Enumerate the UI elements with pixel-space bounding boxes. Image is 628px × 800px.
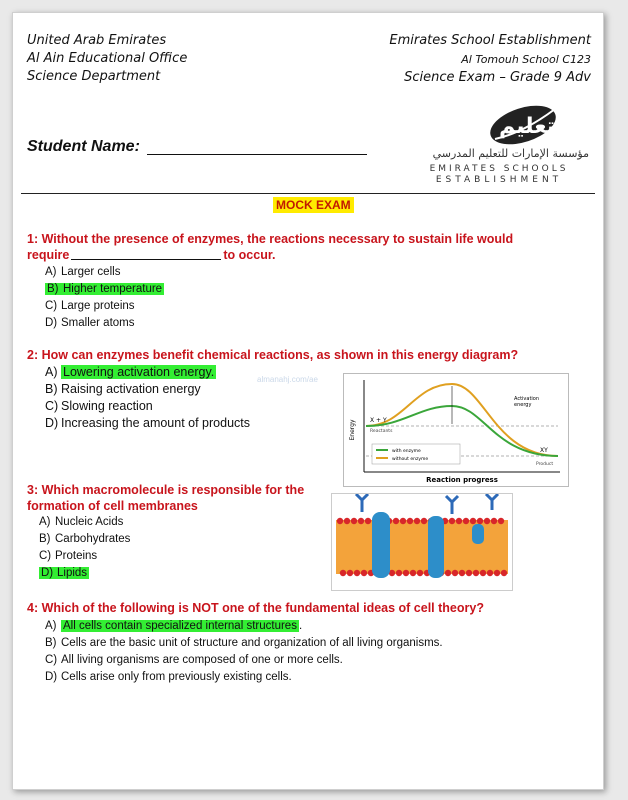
phospholipid-head — [354, 570, 360, 576]
phospholipid-head — [414, 518, 420, 524]
cell-membrane-illustration — [331, 493, 513, 591]
phospholipid-head — [477, 518, 483, 524]
header-exam-title: Science Exam – Grade 9 Adv — [404, 70, 591, 85]
question-1-text-b: require — [27, 248, 70, 262]
q3-option-a[interactable] — [39, 515, 123, 529]
exam-sheet — [12, 12, 604, 790]
q3-option-b[interactable] — [39, 532, 130, 546]
membrane-protein-2 — [428, 516, 444, 578]
phospholipid-head — [340, 570, 346, 576]
phospholipid-head — [396, 570, 402, 576]
phospholipid-head — [463, 518, 469, 524]
option-letter: A) — [39, 516, 51, 528]
option-text: Smaller atoms — [61, 317, 135, 329]
option-letter: A) — [45, 365, 58, 379]
option-text: All cells contain specialized internal structures — [63, 620, 297, 632]
glycoprotein-2 — [446, 496, 458, 514]
header-school: Al Tomouh School C123 — [461, 53, 591, 66]
phospholipid-head — [347, 570, 353, 576]
phospholipid-head — [494, 570, 500, 576]
question-4-stem: 4: Which of the following is NOT one of the fundamental ideas of cell theory? — [27, 601, 484, 615]
option-letter: C) — [45, 399, 59, 413]
q2-option-b[interactable] — [45, 382, 201, 396]
option-text: All living organisms are composed of one or more cells. — [61, 654, 343, 666]
phospholipid-head — [484, 518, 490, 524]
option-letter: D) — [41, 567, 54, 579]
student-name-line — [147, 154, 367, 155]
question-1-stem — [27, 231, 592, 263]
option-text: Large proteins — [61, 300, 135, 312]
energy-x-label: Reaction progress — [426, 476, 498, 484]
option-text: Cells arise only from previously existing cells. — [61, 671, 292, 683]
phospholipid-head — [337, 518, 343, 524]
phospholipid-head — [417, 570, 423, 576]
question-2-stem: 2: How can enzymes benefit chemical reactions, as shown in this energy diagram? — [27, 348, 519, 362]
phospholipid-head — [459, 570, 465, 576]
q3-option-c[interactable] — [39, 549, 97, 563]
activation-label-2: energy — [514, 402, 532, 408]
membrane-protein-1 — [372, 512, 390, 578]
option-text: Larger cells — [61, 266, 121, 278]
option-letter: B) — [45, 382, 58, 396]
option-text: Lipids — [57, 567, 88, 579]
logo-graphic — [405, 95, 593, 187]
option-letter: B) — [39, 533, 51, 545]
mock-exam-title: MOCK EXAM — [273, 197, 354, 213]
glycoprotein-1 — [356, 494, 368, 512]
phospholipid-head — [466, 570, 472, 576]
option-text: Higher temperature — [63, 283, 163, 295]
q2-option-d[interactable] — [45, 416, 250, 430]
phospholipid-head — [393, 518, 399, 524]
header-office: Al Ain Educational Office — [27, 51, 188, 66]
school-logo — [405, 95, 593, 187]
header-country: United Arab Emirates — [27, 33, 167, 48]
question-3-text-b: formation of cell membranes — [27, 499, 198, 513]
option-letter: C) — [45, 654, 58, 666]
option-letter: D) — [45, 317, 58, 329]
reactants-label: X + Y — [370, 417, 387, 424]
option-text-tail: . — [298, 620, 303, 632]
phospholipid-head — [365, 518, 371, 524]
header-department: Science Department — [27, 69, 161, 84]
phospholipid-head — [501, 570, 507, 576]
logo-english-line1: EMIRATES SCHOOLS — [429, 164, 569, 174]
option-text: Slowing reaction — [61, 399, 153, 413]
logo-arabic-word: تعليم — [499, 114, 555, 139]
option-text: Raising activation energy — [61, 382, 201, 396]
q1-option-d[interactable] — [45, 316, 135, 330]
legend-with-enzyme: with enzyme — [392, 449, 421, 454]
phospholipid-head — [361, 570, 367, 576]
phospholipid-head — [452, 570, 458, 576]
option-text: Proteins — [55, 550, 98, 562]
option-letter: D) — [45, 416, 59, 430]
product-label: XY — [540, 447, 548, 454]
header-establishment: Emirates School Establishment — [389, 33, 591, 48]
phospholipid-head — [449, 518, 455, 524]
option-text: Nucleic Acids — [55, 516, 124, 528]
answer-blank — [71, 259, 221, 260]
option-highlight — [45, 283, 164, 295]
q2-option-a[interactable] — [45, 365, 216, 379]
phospholipid-head — [344, 518, 350, 524]
phospholipid-head — [473, 570, 479, 576]
q4-option-d[interactable] — [45, 670, 292, 684]
q2-option-c[interactable] — [45, 399, 153, 413]
option-letter: A) — [45, 266, 57, 278]
question-3-text-a: 3: Which macromolecule is responsible for the — [27, 483, 305, 497]
header-divider — [21, 193, 595, 194]
option-letter: B) — [47, 283, 59, 295]
phospholipid-head — [410, 570, 416, 576]
glycoprotein-3 — [486, 494, 498, 510]
q1-option-a[interactable] — [45, 265, 120, 279]
energy-y-label: Energy — [349, 419, 356, 441]
phospholipid-head — [470, 518, 476, 524]
student-name-label: Student Name: — [27, 138, 140, 155]
option-letter: A) — [45, 620, 57, 632]
energy-diagram — [343, 373, 569, 487]
product-sublabel: Product — [536, 462, 554, 467]
phospholipid-head — [445, 570, 451, 576]
q4-option-a[interactable] — [45, 619, 302, 633]
phospholipid-head — [358, 518, 364, 524]
question-3-stem — [27, 482, 304, 514]
phospholipid-head — [480, 570, 486, 576]
option-letter: C) — [45, 300, 58, 312]
phospholipid-head — [400, 518, 406, 524]
question-1-text-a: 1: Without the presence of enzymes, the reactions necessary to sustain life would — [27, 232, 514, 246]
logo-arabic-org: مؤسسة الإمارات للتعليم المدرسي — [432, 147, 589, 160]
q1-option-c[interactable] — [45, 299, 135, 313]
option-text: Cells are the basic unit of structure and organization of all living organisms. — [61, 637, 443, 649]
phospholipid-head — [421, 518, 427, 524]
phospholipid-head — [491, 518, 497, 524]
option-letter: B) — [45, 637, 57, 649]
phospholipid-head — [456, 518, 462, 524]
phospholipid-head — [498, 518, 504, 524]
question-1-text-c: to occur. — [223, 248, 276, 262]
phospholipid-head — [403, 570, 409, 576]
phospholipid-head — [407, 518, 413, 524]
legend-without-enzyme: without enzyme — [392, 457, 429, 462]
option-text: Increasing the amount of products — [61, 416, 251, 430]
option-text: Carbohydrates — [55, 533, 131, 545]
membrane-protein-3 — [472, 524, 484, 544]
activation-label-1: Activation — [514, 396, 540, 402]
q4-option-c[interactable] — [45, 653, 343, 667]
option-text: Lowering activation energy. — [63, 365, 215, 379]
q1-option-b[interactable] — [45, 282, 164, 296]
q3-option-d[interactable] — [39, 566, 89, 580]
logo-english-line2: ESTABLISHMENT — [435, 175, 563, 185]
phospholipid-head — [487, 570, 493, 576]
reactants-sublabel: Reactants — [370, 429, 393, 434]
option-highlight — [39, 567, 89, 579]
option-letter: D) — [45, 671, 58, 683]
q4-option-b[interactable] — [45, 636, 443, 650]
phospholipid-head — [351, 518, 357, 524]
watermark: almanahj.com/ae — [257, 375, 318, 384]
option-letter: C) — [39, 550, 52, 562]
